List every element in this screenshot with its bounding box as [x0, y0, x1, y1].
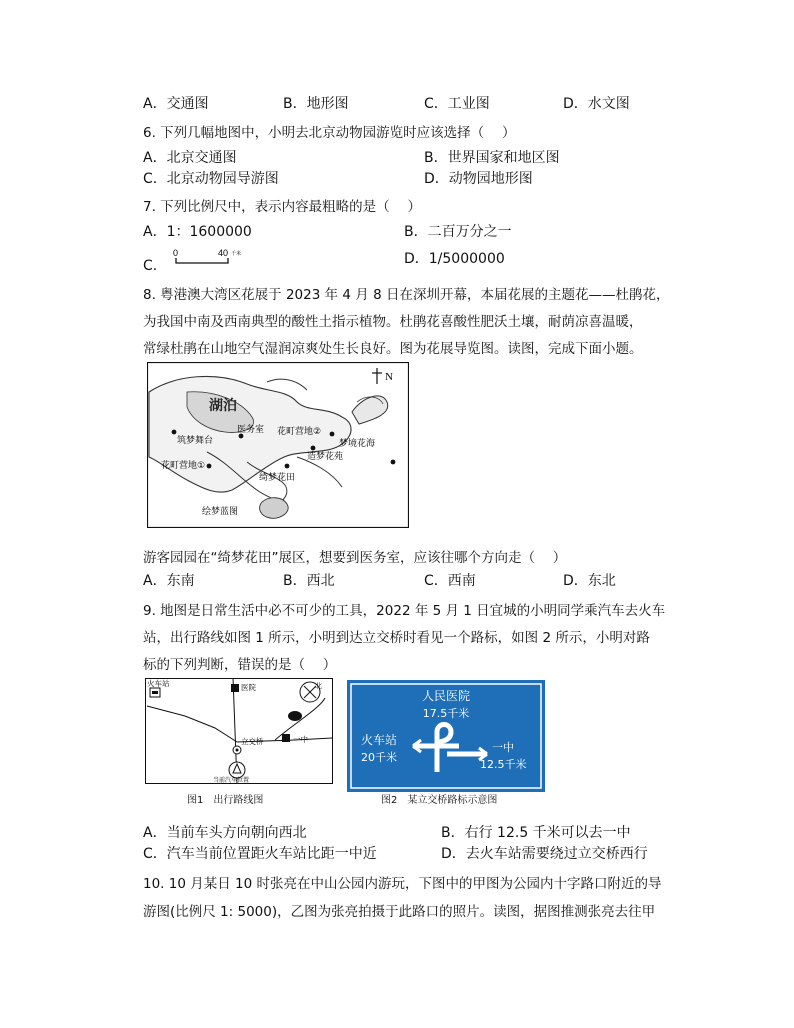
q5-option-a: A．交通图	[143, 96, 209, 112]
map-label-blueprint: 绘梦蓝图	[202, 507, 239, 517]
q9-option-c: C．汽车当前位置距火车站比距一中近	[143, 846, 377, 862]
sign-top-name: 人民医院	[421, 689, 471, 703]
q8-line-2: 为我国中南及西南典型的酸性土指示植物。杜鹃花喜酸性肥沃土壤，耐荫凉喜温暖，	[143, 314, 643, 330]
q7-scale-bar	[170, 247, 260, 267]
fig2-caption: 图2 某立交桥路标示意图	[381, 795, 498, 806]
q8-option-d: D．东北	[563, 573, 616, 589]
q9-line-2: 站，出行路线如图 1 所示，小明到达立交桥时看见一个路标，如图 2 所示，小明对路	[143, 630, 650, 646]
fig1-north-label: 北	[315, 682, 322, 690]
fig1-caption: 图1 出行路线图	[187, 795, 264, 806]
fig1-hospital-label: 医院	[241, 683, 256, 692]
q8-option-a: A．东南	[143, 573, 195, 589]
q6-option-b: B．世界国家和地区图	[424, 150, 560, 166]
fig1-bridge-label: 立交桥	[241, 737, 264, 746]
q9-option-a: A．当前车头方向朝向西北	[143, 825, 307, 841]
q9-option-d: D．去火车站需要绕过立交桥西行	[441, 846, 648, 862]
q7-option-a: A．1：1600000	[143, 224, 252, 240]
sign-left-name: 火车站	[361, 733, 398, 747]
q9-line-1: 9. 地图是日常生活中必不可少的工具，2022 年 5 月 1 日宜城的小明同学乘汽车去火车	[143, 603, 666, 619]
q8-option-c: C．西南	[424, 573, 476, 589]
sign-top-distance: 17.5千米	[422, 707, 470, 720]
q5-option-d: D．水文图	[563, 96, 630, 112]
map-label-clinic: 医务室	[237, 425, 265, 435]
map-label-flower-field: 绮梦花田	[259, 473, 296, 483]
map-label-stage: 筑梦舞台	[177, 436, 214, 446]
map-north-label: N	[385, 371, 393, 383]
q6-option-a: A．北京交通图	[143, 150, 237, 166]
map-label-dream-sea: 梦境花海	[339, 439, 376, 449]
q8-option-b: B．西北	[283, 573, 335, 589]
q8-line-1: 8. 粤港澳大湾区花展于 2023 年 4 月 8 日在深圳开幕，本届花展的主题花——杜鹃花，	[143, 287, 670, 303]
map-label-camp-1: 花町营地①	[161, 461, 206, 471]
q6-stem: 6. 下列几幅地图中，小明去北京动物园游览时应该选择（ ）	[143, 125, 516, 141]
q8-sub-stem: 游客园园在“绮梦花田”展区，想要到医务室，应该往哪个方向走（ ）	[143, 550, 567, 566]
fig1-station-label: 火车站	[147, 679, 170, 688]
scale-bar-end: 40	[218, 248, 229, 258]
sign-right-distance: 12.5千米	[480, 758, 527, 771]
map-label-dream-garden: 造梦花苑	[307, 452, 344, 462]
q9-line-3: 标的下列判断，错误的是（ ）	[143, 657, 337, 673]
q9-option-b: B．右行 12.5 千米可以去一中	[441, 825, 631, 841]
q10-line-1: 10. 10 月某日 10 时张亮在中山公园内游玩，下图中的甲图为公园内十字路口附近的导	[143, 876, 662, 892]
q7-stem: 7. 下列比例尺中，表示内容最粗略的是（ ）	[143, 199, 421, 215]
q5-option-b: B．地形图	[283, 96, 349, 112]
route-map-figure-1	[145, 678, 333, 790]
scale-bar-unit: 千米	[231, 251, 242, 257]
fig1-car-position-label: 当前汽车位置	[213, 777, 250, 784]
map-lake-label: 湖泊	[209, 398, 237, 414]
sign-right-name: 一中	[492, 741, 514, 754]
q7-option-b: B．二百万分之一	[404, 224, 512, 240]
q10-line-2: 游图(比例尺 1: 5000)，乙图为张亮拍摄于此路口的照片。读图，据图推测张亮去往甲	[143, 904, 656, 920]
q8-line-3: 常绿杜鹃在山地空气湿润凉爽处生长良好。图为花展导览图。读图，完成下面小题。	[143, 341, 643, 357]
q6-option-d: D．动物园地形图	[424, 171, 533, 187]
q5-option-c: C．工业图	[424, 96, 490, 112]
q7-option-c: C．	[143, 258, 167, 274]
scale-bar-start: 0	[173, 248, 179, 258]
q6-option-c: C．北京动物园导游图	[143, 171, 279, 187]
sign-left-distance: 20千米	[361, 751, 397, 764]
q7-option-d: D．1/5000000	[404, 251, 505, 267]
map-label-camp-2: 花町营地②	[277, 427, 322, 437]
flower-show-map	[147, 362, 409, 528]
road-sign-figure-2	[347, 680, 545, 792]
fig1-school-label: 一中	[293, 735, 308, 744]
